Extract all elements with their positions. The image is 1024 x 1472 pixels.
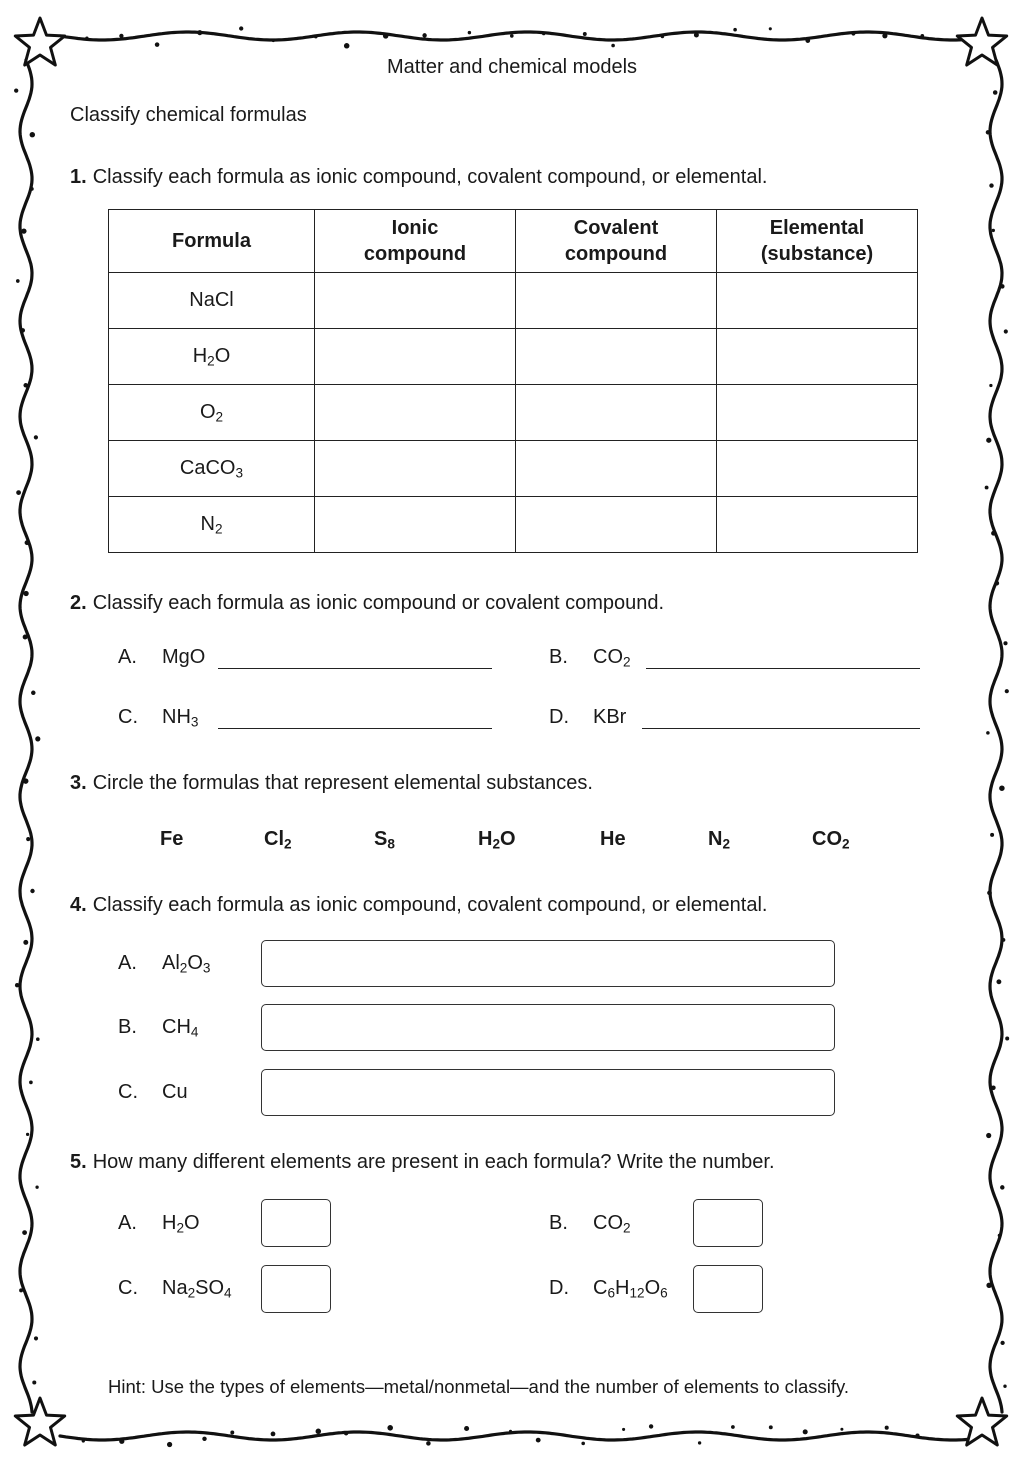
border-dot [14, 88, 18, 92]
q2-item-a: A. MgO [118, 646, 206, 668]
question-2 [70, 592, 664, 615]
border-dot [992, 229, 995, 232]
answer-cell-ionic[interactable] [315, 273, 516, 329]
border-dot [991, 1086, 996, 1091]
header-elemental: Elemental (substance) [717, 210, 918, 273]
border-dot [987, 891, 992, 896]
border-dot [542, 32, 545, 35]
border-dot [991, 531, 996, 536]
answer-cell-ionic[interactable] [315, 329, 516, 385]
question-1-prompt: Classify each formula as ionic compound, covalent compound, or elemental. [92, 166, 768, 188]
border-dot [155, 42, 160, 47]
star-icon [957, 1398, 1006, 1445]
border-dot [22, 1230, 27, 1235]
header-formula: Formula [109, 210, 315, 273]
border-dot [29, 1081, 33, 1085]
border-dot [769, 1425, 773, 1429]
q5-answer-box-b[interactable] [693, 1199, 763, 1247]
q5-item-b: B. $CO_2$ [549, 1212, 631, 1236]
border-dot [468, 31, 471, 34]
answer-cell-ionic[interactable] [315, 385, 516, 441]
question-2-prompt: Classify each formula as ionic compound or covalent compound. [92, 592, 665, 614]
border-dot [803, 1429, 808, 1434]
border-wave [990, 60, 1002, 1412]
border-dot [990, 833, 994, 837]
q5-item-c: C. $Na_2SO_4$ [118, 1277, 232, 1301]
border-dot [885, 1426, 889, 1430]
border-dot [583, 32, 587, 36]
border-dot [611, 44, 615, 48]
table-row [109, 441, 918, 497]
table-header-row [109, 210, 918, 273]
border-dot [85, 37, 88, 40]
question-5 [70, 1151, 775, 1174]
question-4-prompt: Classify each formula as ionic compound, covalent compound, or elemental. [92, 894, 768, 916]
q2-answer-line-a[interactable] [218, 668, 492, 669]
border-dot [23, 635, 28, 640]
answer-cell-elemental[interactable] [717, 497, 918, 553]
formula-cell: $O_2$ [109, 385, 315, 441]
border-dot [426, 1441, 431, 1446]
question-3 [70, 772, 593, 795]
border-dot [26, 1133, 29, 1136]
answer-cell-covalent[interactable] [516, 329, 717, 385]
border-dot [272, 39, 275, 42]
border-dot [16, 490, 21, 495]
border-dot [1003, 1384, 1006, 1387]
border-dot [661, 35, 665, 39]
star-icon [15, 1398, 64, 1445]
border-dot [1000, 1185, 1004, 1189]
border-dot [733, 28, 737, 32]
border-dot [915, 1434, 919, 1438]
border-dot [34, 435, 38, 439]
border-dot [999, 785, 1005, 791]
border-dot [19, 1288, 23, 1292]
border-dot [35, 1186, 38, 1189]
answer-cell-covalent[interactable] [516, 273, 717, 329]
border-dot [769, 27, 772, 30]
table-row [109, 273, 918, 329]
border-wave [60, 32, 968, 40]
answer-cell-ionic[interactable] [315, 497, 516, 553]
circle-option-fe[interactable]: Fe [160, 828, 184, 850]
border-dot [986, 1133, 991, 1138]
border-dot [23, 778, 29, 784]
border-dot [1001, 938, 1005, 942]
border-dot [998, 1234, 1001, 1237]
question-5-number: 5. [70, 1151, 87, 1173]
border-dot [23, 940, 28, 945]
q2-answer-line-d[interactable] [642, 728, 920, 729]
border-dot [230, 1431, 234, 1435]
border-dot [649, 1424, 653, 1428]
border-dot [731, 1425, 735, 1429]
border-dot [1000, 1341, 1004, 1345]
question-2-number: 2. [70, 592, 87, 614]
border-dot [422, 33, 426, 37]
border-dot [509, 1430, 512, 1433]
circle-option-s8[interactable]: $S_8$ [374, 828, 395, 852]
border-dot [316, 1429, 321, 1434]
border-dot [167, 1442, 172, 1447]
classification-table [108, 209, 918, 553]
border-dot [986, 1283, 991, 1288]
circle-option-co2[interactable]: $CO_2$ [812, 828, 850, 852]
border-dot [16, 279, 20, 283]
table-row [109, 329, 918, 385]
q2-answer-line-b[interactable] [646, 668, 920, 669]
border-dot [314, 35, 317, 38]
border-dot [26, 837, 30, 841]
border-dot [851, 31, 855, 35]
border-dot [994, 581, 999, 586]
worksheet-title: Matter and chemical models [386, 56, 638, 78]
question-4-number: 4. [70, 894, 87, 916]
worksheet-subtitle: Classify chemical formulas [70, 104, 307, 126]
answer-cell-elemental[interactable] [717, 329, 918, 385]
q4-item-a: A. $Al_2O_3$ [118, 952, 211, 976]
border-dot [464, 1426, 469, 1431]
q2-answer-line-c[interactable] [218, 728, 492, 729]
q4-answer-box-c[interactable] [261, 1069, 835, 1116]
formula-cell: $N_2$ [109, 497, 315, 553]
border-dot [21, 228, 26, 233]
question-4 [70, 894, 767, 917]
q5-answer-box-c[interactable] [261, 1265, 331, 1313]
border-dot [34, 1336, 38, 1340]
answer-cell-covalent[interactable] [516, 497, 717, 553]
border-dot [985, 486, 989, 490]
circle-option-he[interactable]: He [600, 828, 626, 850]
border-dot [271, 1432, 276, 1437]
border-dot [1000, 284, 1005, 289]
border-dot [30, 889, 34, 893]
border-dot [996, 979, 1001, 984]
q5-answer-box-a[interactable] [261, 1199, 331, 1247]
border-dot [882, 33, 887, 38]
formula-cell: $H_2O$ [109, 329, 315, 385]
border-dot [510, 34, 514, 38]
border-dot [989, 384, 992, 387]
border-dot [383, 33, 388, 38]
q2-item-c: C. $NH_3$ [118, 706, 199, 730]
q2-item-d: D. KBr [549, 706, 627, 728]
answer-cell-elemental[interactable] [717, 441, 918, 497]
circle-option-cl2[interactable]: $Cl_2$ [264, 828, 292, 852]
q2-item-b: B. $CO_2$ [549, 646, 631, 670]
formula-cell: NaCl [109, 273, 315, 329]
answer-cell-ionic[interactable] [315, 441, 516, 497]
header-covalent: Covalent compound [516, 210, 717, 273]
table-row [109, 385, 918, 441]
question-3-prompt: Circle the formulas that represent elemental substances. [92, 772, 593, 794]
border-dot [387, 1425, 393, 1431]
q5-item-a: A. $H_2O$ [118, 1212, 200, 1236]
q4-answer-box-b[interactable] [261, 1004, 835, 1051]
border-dot [31, 691, 36, 696]
question-1-number: 1. [70, 166, 87, 188]
border-dot [30, 187, 34, 191]
border-dot [35, 736, 40, 741]
answer-cell-covalent[interactable] [516, 441, 717, 497]
q4-answer-box-a[interactable] [261, 940, 835, 987]
border-dot [986, 438, 991, 443]
border-dot [986, 731, 990, 735]
border-dot [986, 130, 990, 134]
border-dot [1003, 641, 1007, 645]
q5-item-d: D. $C_6H_{12}O_6$ [549, 1277, 668, 1301]
q4-item-c: C. Cu [118, 1081, 188, 1103]
border-dot [989, 183, 993, 187]
question-1 [70, 166, 767, 189]
border-dot [23, 383, 27, 387]
q4-item-b: B. $CH_4$ [118, 1016, 199, 1040]
border-wave [60, 1432, 968, 1440]
border-dot [23, 591, 28, 596]
border-dot [536, 1438, 541, 1443]
border-dot [1005, 1036, 1009, 1040]
circle-option-n2[interactable]: $N_2$ [708, 828, 731, 852]
answer-cell-elemental[interactable] [717, 273, 918, 329]
border-dot [1005, 689, 1009, 693]
border-dot [344, 43, 350, 49]
border-dot [36, 1037, 40, 1041]
border-dot [119, 34, 123, 38]
border-dot [239, 26, 243, 30]
answer-cell-elemental[interactable] [717, 385, 918, 441]
formula-cell: CaCO$_3$ [109, 441, 315, 497]
border-dot [1004, 329, 1008, 333]
border-dot [344, 1431, 349, 1436]
border-dot [20, 328, 25, 333]
border-dot [32, 1380, 36, 1384]
border-dot [993, 90, 998, 95]
border-dot [805, 38, 810, 43]
border-dot [202, 1437, 206, 1441]
border-dot [15, 983, 19, 987]
circle-option-h2o[interactable]: $H_2O$ [478, 828, 516, 852]
q5-answer-box-d[interactable] [693, 1265, 763, 1313]
border-dot [622, 1428, 625, 1431]
border-dot [30, 132, 35, 137]
border-dot [119, 1439, 124, 1444]
header-ionic: Ionic compound [315, 210, 516, 273]
question-5-prompt: How many different elements are present in each formula? Write the number. [92, 1151, 775, 1173]
question-3-number: 3. [70, 772, 87, 794]
hint-text: Hint: Use the types of elements—metal/nonmetal—and the number of elements to classify. [108, 1376, 850, 1397]
answer-cell-covalent[interactable] [516, 385, 717, 441]
border-dot [694, 33, 699, 38]
border-dot [581, 1442, 585, 1446]
border-dot [840, 1428, 843, 1431]
border-dot [25, 540, 30, 545]
border-wave [20, 60, 32, 1412]
table-row [109, 497, 918, 553]
border-dot [698, 1441, 701, 1444]
border-dot [82, 1439, 85, 1442]
border-dot [920, 34, 924, 38]
border-dot [197, 30, 202, 35]
